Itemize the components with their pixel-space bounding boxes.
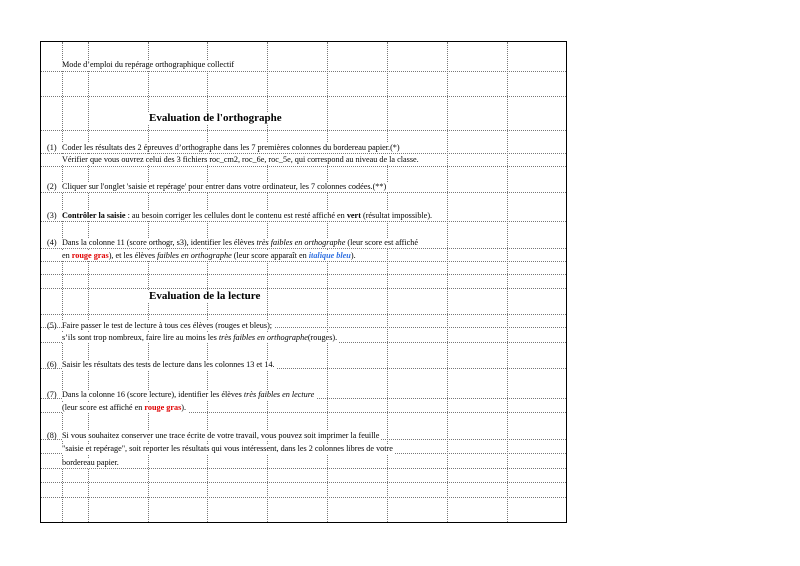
step-4-line-2 <box>62 251 358 261</box>
step-2-line-1: Cliquer sur l'onglet 'saisie et repérage' pour entrer dans votre ordinateur, les 7 colonnes codées.(**) <box>62 182 387 191</box>
grid-row-line <box>41 71 566 72</box>
grid-col-line <box>507 42 508 522</box>
step-7-red: rouge gras <box>144 403 182 412</box>
grid-row-line <box>41 130 566 131</box>
grid-row-line <box>41 482 566 483</box>
step-7-italic: très faibles en lecture <box>243 390 315 399</box>
step-1-line-1: Coder les résultats des 2 épreuves d’orthographe dans les 7 premières colonnes du bordereau papier.(*) <box>62 143 400 152</box>
step-8-line-3: bordereau papier. <box>62 458 119 467</box>
step-4-line-1 <box>62 238 420 248</box>
step-7-a: Dans la colonne 16 (score lecture), identifier les élèves <box>62 390 244 399</box>
step-4-blue: italique bleu <box>308 251 351 260</box>
step-5-italic: très faibles en orthographe <box>218 333 308 342</box>
step-3-line <box>62 211 434 221</box>
section-title-lecture: Evaluation de la lecture <box>149 290 261 302</box>
step-3-bold: Contrôler la saisie <box>62 211 126 220</box>
grid-row-line <box>41 468 566 469</box>
grid-row-line <box>41 96 566 97</box>
grid-row-line <box>41 153 566 154</box>
step-4-b-mid: ), et les élèves <box>108 251 158 260</box>
step-7-b: (leur score est affiché en <box>62 403 145 412</box>
step-5-b: s’ils sont trop nombreux, faire lire au moins les <box>62 333 219 342</box>
step-6-line-1: Saisir les résultats des tests de lecture dans les colonnes 13 et 14. <box>62 360 275 369</box>
step-8-line-2: "saisie et repérage", soit reporter les résultats qui vous intéressent, dans les 2 colonnes libres de votre <box>62 444 393 453</box>
section-title-orthographe: Evaluation de l'orthographe <box>149 112 282 124</box>
step-7-line-2 <box>62 403 188 413</box>
step-4-b-end: ). <box>350 251 356 260</box>
step-number: (4) <box>47 238 57 247</box>
mode-emploi-title: Mode d’emploi du repérage orthographique collectif <box>62 60 235 69</box>
step-4-a: Dans la colonne 11 (score orthogr, s3), identifier les élèves <box>62 238 257 247</box>
step-number: (7) <box>47 390 57 399</box>
grid-row-line <box>41 261 566 262</box>
step-number: (3) <box>47 211 57 220</box>
spreadsheet-sheet <box>40 41 567 523</box>
grid-row-line <box>41 274 566 275</box>
step-number: (2) <box>47 182 57 191</box>
step-5-line-1: Faire passer le test de lecture à tous ces élèves (rouges et bleus); <box>62 321 273 330</box>
grid-row-line <box>41 166 566 167</box>
step-number: (5) <box>47 321 57 330</box>
grid-row-line <box>41 221 566 222</box>
step-5-line-2 <box>62 333 339 343</box>
step-number: (8) <box>47 431 57 440</box>
grid-row-line <box>41 288 566 289</box>
step-3-mid: : au besoin corriger les cellules dont le contenu est resté affiché en <box>125 211 347 220</box>
step-8-line-1: Si vous souhaitez conserver une trace écrite de votre travail, vous pouvez soit imprimer la feuille <box>62 431 380 440</box>
step-4-red: rouge gras <box>71 251 109 260</box>
step-7-end: ). <box>181 403 187 412</box>
step-4-b-mid2: (leur score apparaît en <box>231 251 309 260</box>
step-1-line-2: Vérifier que vous ouvrez celui des 3 fichiers roc_cm2, roc_6e, roc_5e, qui correspond au niveau de la classe. <box>62 155 419 164</box>
step-4-b-italic: faibles en orthographe <box>157 251 232 260</box>
step-number: (1) <box>47 143 57 152</box>
grid-row-line <box>41 248 566 249</box>
step-7-line-1 <box>62 390 316 400</box>
step-5-end: (rouges). <box>307 333 338 342</box>
grid-row-line <box>41 314 566 315</box>
step-4-b: en <box>62 251 72 260</box>
grid-col-line <box>447 42 448 522</box>
step-number: (6) <box>47 360 57 369</box>
step-3-vert: vert <box>346 211 361 220</box>
step-4-a-end: (leur score est affiché <box>345 238 418 247</box>
step-4-a-italic: très faibles en orthographe <box>256 238 346 247</box>
grid-row-line <box>41 497 566 498</box>
step-3-end: (résultat impossible). <box>360 211 433 220</box>
grid-row-line <box>41 192 566 193</box>
